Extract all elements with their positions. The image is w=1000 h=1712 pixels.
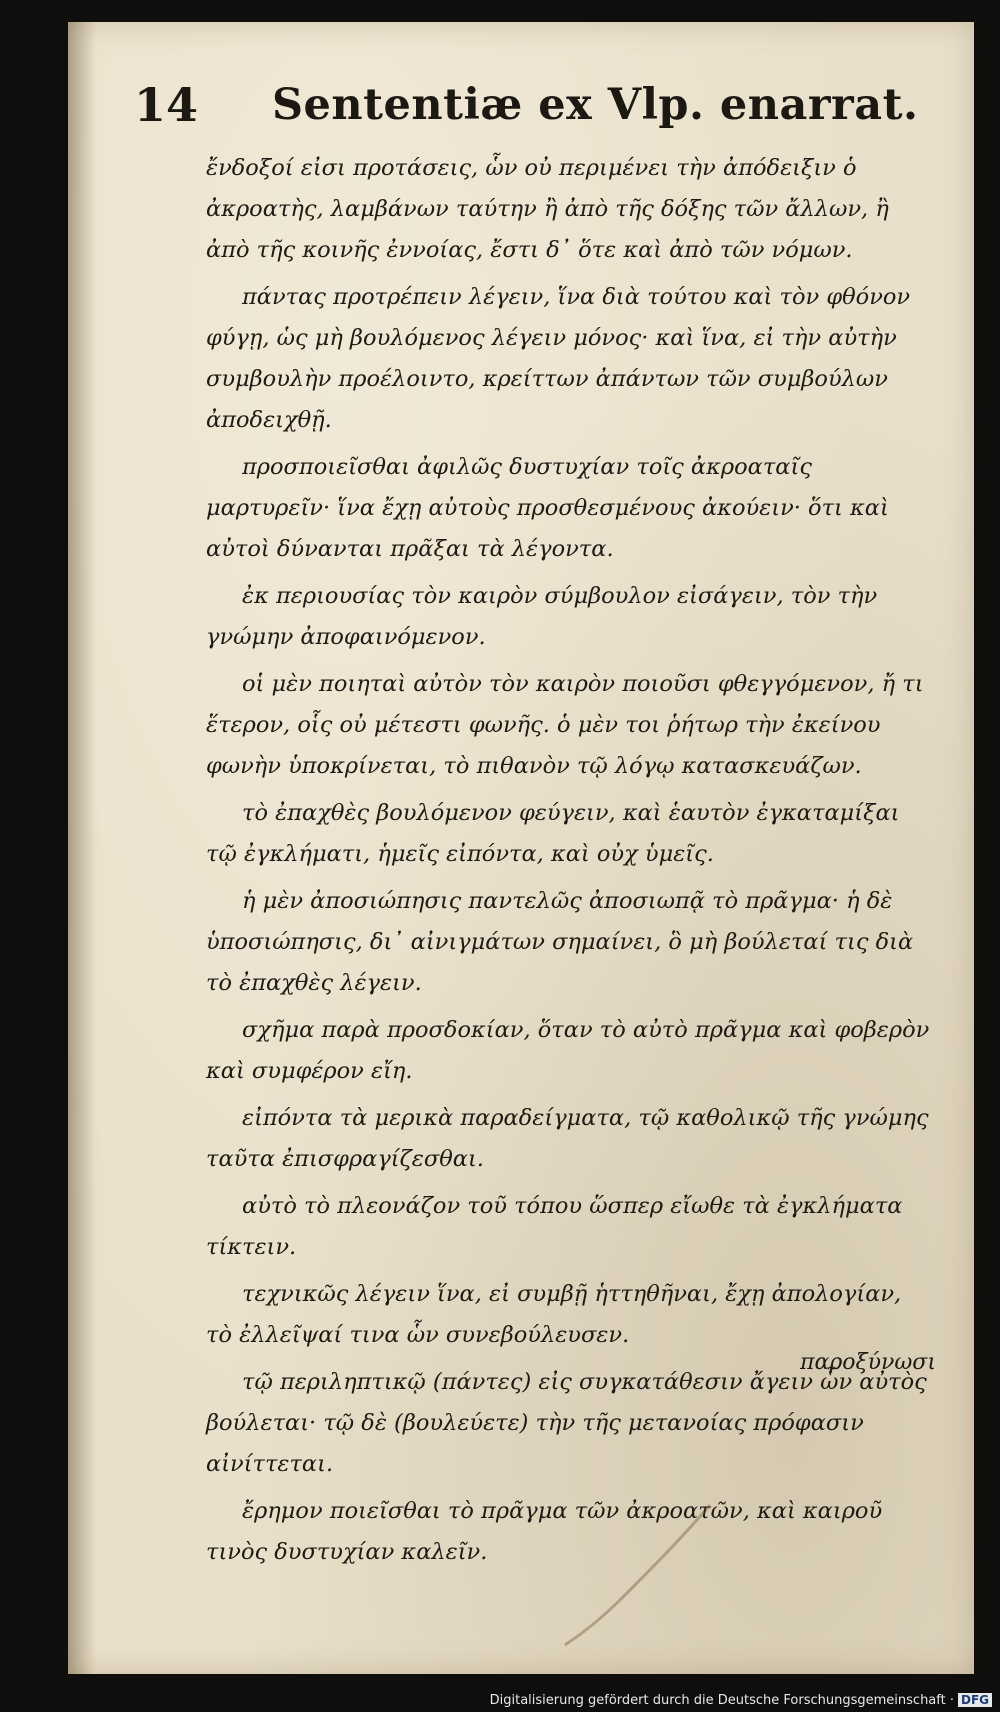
- paragraph-7: ἡ μὲν ἀποσιώπησις παντελῶς ἀποσιωπᾷ τὸ πρᾶγμα· ἡ δὲ ὑποσιώπησις, δι᾽ αἰνιγμάτων σημαίνει, ὃ μὴ βούλεταί τις διὰ τὸ ἐπαχθὲς λέγειν.: [206, 888, 914, 996]
- paragraph-13: ἔρημον ποιεῖσθαι τὸ πρᾶγμα τῶν ἀκροατῶν, καὶ καιροῦ τινὸς δυστυχίαν καλεῖν.: [206, 1498, 883, 1565]
- dfg-logo: DFG: [958, 1693, 992, 1707]
- paragraph-6: τὸ ἐπαχθὲς βουλόμενον φεύγειν, καὶ ἑαυτὸν ἐγκαταμίξαι τῷ ἐγκλήματι, ἡμεῖς εἰπόντα, καὶ οὐχ ὑμεῖς.: [206, 800, 900, 867]
- digitization-credit: [490, 1693, 992, 1708]
- catchword: παροξύνωσι: [800, 1350, 936, 1375]
- credit-text: Digitalisierung gefördert durch die Deutsche Forschungsgemeinschaft ·: [489, 1693, 954, 1708]
- paragraph-9: εἰπόντα τὰ μερικὰ παραδείγματα, τῷ καθολικῷ τῆς γνώμης ταῦτα ἐπισφραγίζεσθαι.: [206, 1105, 929, 1172]
- paragraph-4: ἐκ περιουσίας τὸν καιρὸν σύμβουλον εἰσάγειν, τὸν τὴν γνώμην ἀποφαινόμενον.: [206, 583, 878, 650]
- paragraph-3: προσποιεῖσθαι ἀφιλῶς δυστυχίαν τοῖς ἀκροαταῖς μαρτυρεῖν· ἵνα ἔχῃ αὐτοὺς προσθεσμένους ἀκούειν· ὅτι καὶ αὐτοὶ δύνανται πρᾶξαι τὰ λέγοντα.: [206, 454, 889, 562]
- paper-crease-mark: [560, 1500, 720, 1650]
- paragraph-11: τεχνικῶς λέγειν ἵνα, εἰ συμβῇ ἡττηθῆναι, ἔχῃ ἀπολογίαν, τὸ ἐλλεῖψαί τινα ὧν συνεβούλευσεν.: [206, 1281, 902, 1348]
- page-header: [134, 78, 919, 148]
- page-number: 14: [134, 78, 199, 132]
- paragraph-1: ἔνδοξοί εἰσι προτάσεις, ὧν οὐ περιμένει τὴν ἀπόδειξιν ὁ ἀκροατὴς, λαμβάνων ταύτην ἢ ἀπὸ τῆς δόξης τῶν ἄλλων, ἢ ἀπὸ τῆς κοινῆς ἐννοίας, ἔστι δ᾽ ὅτε καὶ ἀπὸ τῶν νόμων.: [206, 155, 889, 263]
- paragraph-12: τῷ περιληπτικῷ (πάντες) εἰς συγκατάθεσιν ἄγειν ὧν αὐτὸς βούλεται· τῷ δὲ (βουλεύετε) τὴν τῆς μετανοίας πρόφασιν αἰνίττεται.: [206, 1369, 927, 1477]
- page-gutter-shadow: [68, 22, 96, 1674]
- paragraph-2: πάντας προτρέπειν λέγειν, ἵνα διὰ τούτου καὶ τὸν φθόνον φύγῃ, ὡς μὴ βουλόμενος λέγειν μόνος· καὶ ἵνα, εἰ τὴν αὐτὴν συμβουλὴν προέλοιντο, κρείττων ἀπάντων τῶν συμβούλων ἀποδειχθῇ.: [206, 284, 911, 433]
- paragraph-10: αὐτὸ τὸ πλεονάζον τοῦ τόπου ὥσπερ εἴωθε τὰ ἐγκλήματα τίκτειν.: [206, 1193, 903, 1260]
- running-title: Sententiæ ex Vlp. enarrat.: [272, 80, 919, 130]
- paragraph-8: σχῆμα παρὰ προσδοκίαν, ὅταν τὸ αὐτὸ πρᾶγμα καὶ φοβερὸν καὶ συμφέρον εἴη.: [206, 1017, 930, 1084]
- paragraph-5: οἱ μὲν ποιηταὶ αὐτὸν τὸν καιρὸν ποιοῦσι φθεγγόμενον, ἤ τι ἕτερον, οἷς οὐ μέτεστι φωνῆς. ὁ μὲν τοι ῥήτωρ τὴν ἐκείνου φωνὴν ὑποκρίνεται, τὸ πιθανὸν τῷ λόγῳ κατασκευάζων.: [206, 671, 924, 779]
